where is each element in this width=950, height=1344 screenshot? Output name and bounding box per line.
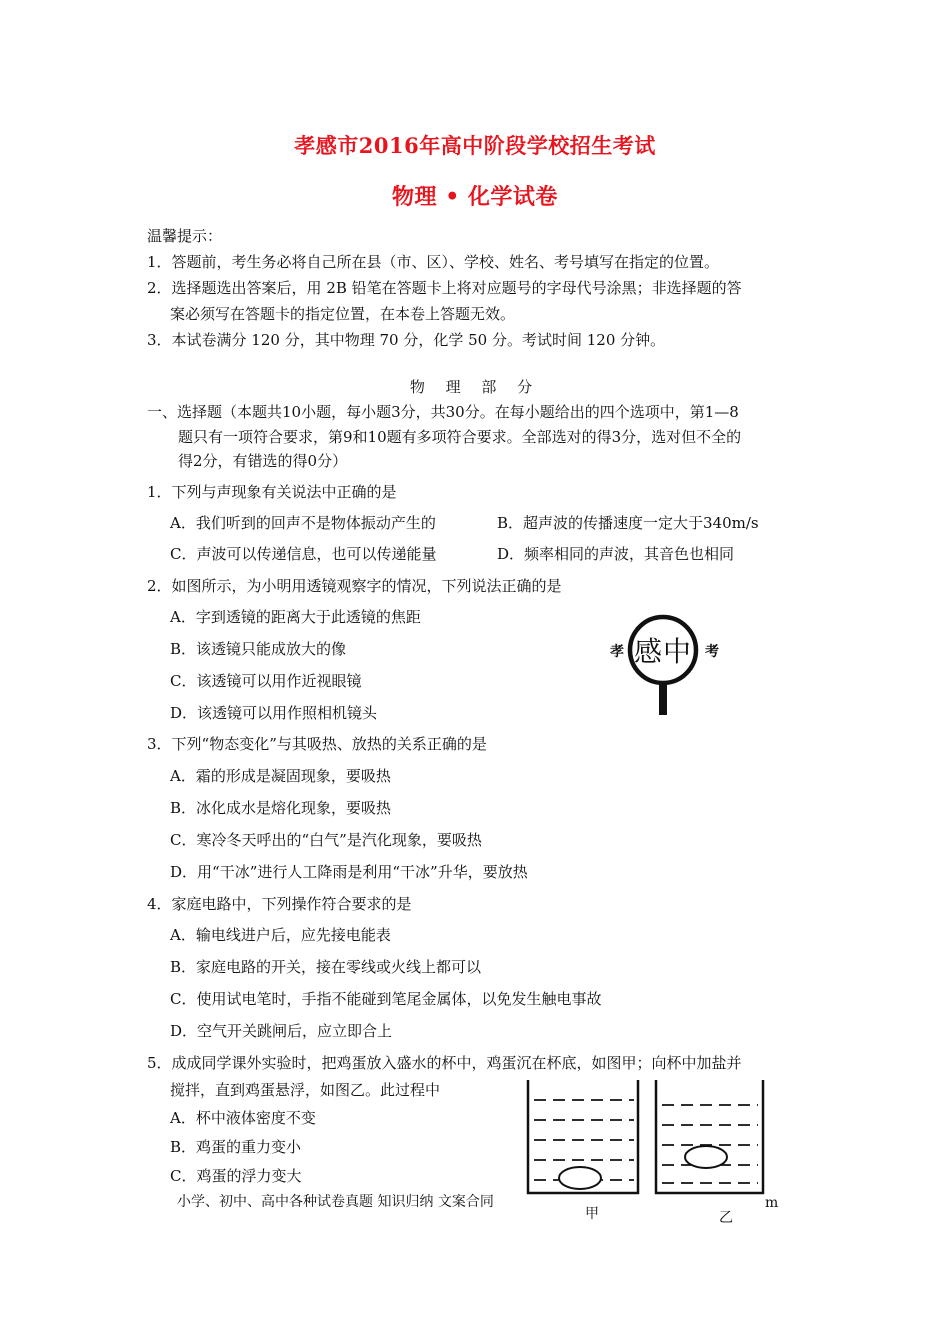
q3-option-a: A．霜的形成是凝固现象，要吸热 — [170, 767, 391, 785]
part1-instructions: 一、选择题（本题共10小题，每小题3分，共30分。在每小题给出的四个选项中，第1—8 — [147, 403, 739, 421]
q2-option-a: A．字到透镜的距离大于此透镜的焦距 — [170, 608, 421, 626]
tip-2: 2．选择题选出答案后，用 2B 铅笔在答题卡上将对应题号的字母代号涂黑；非选择题的答 — [147, 279, 742, 297]
section-title: 物 理 部 分 — [409, 378, 541, 396]
q1-option-c: C．声波可以传递信息，也可以传递能量 — [170, 545, 437, 563]
part1-instructions-2: 题只有一项符合要求，第9和10题有多项符合要求。全部选对的得3分，选对但不全的 — [178, 428, 742, 446]
q1-option-a: A．我们听到的回声不是物体振动产生的 — [170, 514, 436, 532]
part1-instructions-3: 得2分，有错选的得0分） — [178, 452, 348, 470]
beaker-yi — [656, 1080, 763, 1193]
footer-trailing: m — [765, 1195, 779, 1211]
q5-option-c: C．鸡蛋的浮力变大 — [170, 1167, 302, 1185]
tip-1: 1．答题前，考生务必将自己所在县（市、区）、学校、姓名、考号填写在指定的位置。 — [147, 253, 720, 271]
egg-suspended — [685, 1146, 727, 1168]
tips-heading: 温馨提示： — [147, 227, 223, 245]
egg-sunk — [559, 1167, 601, 1189]
q1-option-b: B．超声波的传播速度一定大于340m/s — [497, 514, 759, 532]
q2-option-b: B．该透镜只能成放大的像 — [170, 640, 347, 658]
q4-option-d: D．空气开关跳闸后，应立即合上 — [170, 1022, 393, 1040]
beaker-jia-label: 甲 — [585, 1206, 599, 1222]
q2-option-d: D．该透镜可以用作照相机镜头 — [170, 704, 378, 722]
q4-stem: 4．家庭电路中，下列操作符合要求的是 — [147, 895, 412, 913]
beaker-yi-label: 乙 — [719, 1210, 733, 1226]
tip-2-continued: 案必须写在答题卡的指定位置，在本卷上答题无效。 — [170, 305, 516, 323]
q2-stem: 2．如图所示，为小明用透镜观察字的情况，下列说法正确的是 — [147, 577, 562, 595]
magnifier-left-char: 孝 — [610, 644, 624, 660]
q1-option-d: D．频率相同的声波，其音色也相同 — [497, 545, 735, 563]
q3-option-d: D．用“干冰”进行人工降雨是利用“干冰”升华，要放热 — [170, 863, 528, 881]
beakers-figure — [520, 1075, 770, 1235]
exam-subtitle: 物理 • 化学试卷 — [392, 184, 558, 210]
magnifier-right-char: 考 — [705, 644, 719, 660]
q1-stem: 1．下列与声现象有关说法中正确的是 — [147, 483, 397, 501]
q3-option-c: C．寒冷冬天呼出的“白气”是汽化现象，要吸热 — [170, 831, 482, 849]
q4-option-c: C．使用试电笔时，手指不能碰到笔尾金属体，以免发生触电事故 — [170, 990, 602, 1008]
footer-text: 小学、初中、高中各种试卷真题 知识归纳 文案合同 — [177, 1194, 494, 1210]
exam-title: 孝感市2016年高中阶段学校招生考试 — [294, 133, 656, 158]
q3-option-b: B．冰化成水是熔化现象，要吸热 — [170, 799, 392, 817]
q4-option-a: A．输电线进户后，应先接电能表 — [170, 926, 391, 944]
q2-option-c: C．该透镜可以用作近视眼镜 — [170, 672, 362, 690]
magnifier-figure — [595, 608, 735, 720]
magnifier-lens-chars: 感中 — [633, 635, 693, 668]
q5-option-a: A．杯中液体密度不变 — [170, 1109, 316, 1127]
q4-option-b: B．家庭电路的开关，接在零线或火线上都可以 — [170, 958, 482, 976]
q5-stem: 5．成成同学课外实验时，把鸡蛋放入盛水的杯中，鸡蛋沉在杯底，如图甲；向杯中加盐并 — [147, 1054, 742, 1072]
q3-stem: 3．下列“物态变化”与其吸热、放热的关系正确的是 — [147, 735, 487, 753]
q5-option-b: B．鸡蛋的重力变小 — [170, 1138, 302, 1156]
q5-stem-continued: 搅拌，直到鸡蛋悬浮，如图乙。此过程中 — [170, 1081, 441, 1099]
beaker-jia — [528, 1080, 638, 1193]
magnifier-handle — [659, 682, 667, 715]
tip-3: 3．本试卷满分 120 分，其中物理 70 分，化学 50 分。考试时间 120 分钟。 — [147, 331, 666, 349]
